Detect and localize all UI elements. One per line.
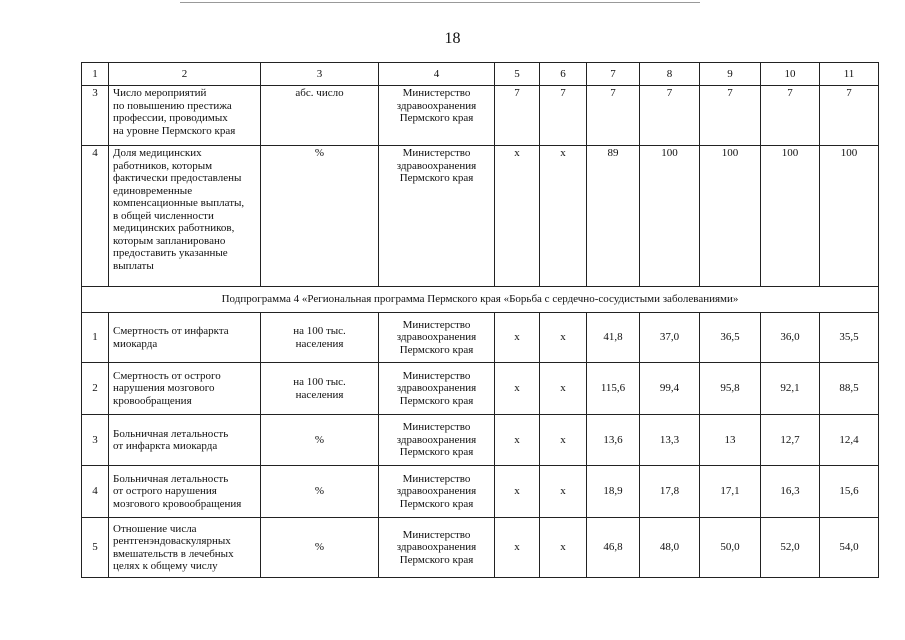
executor-line: здравоохранения <box>396 485 477 498</box>
row-number-cell: 4 <box>82 466 109 518</box>
value-cell-c9: 95,8 <box>700 363 761 415</box>
indicator-name-line: единовременные <box>113 184 193 197</box>
indicator-name-cell <box>109 415 261 466</box>
table-row <box>82 313 879 363</box>
unit-cell <box>261 415 379 466</box>
value-cell-c5: х <box>495 363 540 415</box>
executor-line: Министерство <box>402 147 471 159</box>
indicator-name-line: целях к общему числу <box>113 560 218 572</box>
executor-line: Министерство <box>402 369 471 382</box>
table-row <box>82 415 879 466</box>
indicator-name-line: по повышению престижа <box>113 99 232 112</box>
executor-line: Пермского края <box>399 497 474 510</box>
column-number-header: 11 <box>820 63 879 86</box>
unit-line: населения <box>295 337 344 350</box>
indicator-name-line: Больничная летальность <box>113 472 229 485</box>
value-cell-c11: 7 <box>820 86 879 146</box>
value-cell-c6: х <box>540 518 587 578</box>
value-cell-c7: 41,8 <box>587 313 640 363</box>
indicator-name-line: мозгового кровообращения <box>113 497 242 510</box>
unit-cell <box>261 466 379 518</box>
row-number-cell: 3 <box>82 415 109 466</box>
unit-line: % <box>314 433 325 446</box>
row-number-cell: 5 <box>82 518 109 578</box>
value-cell-c6: х <box>540 313 587 363</box>
value-cell-c5: х <box>495 415 540 466</box>
value-cell-c10: 16,3 <box>761 466 820 518</box>
executor-line: Пермского края <box>399 394 474 407</box>
table-row <box>82 518 879 578</box>
executor-cell <box>379 363 495 415</box>
column-number-header: 1 <box>82 63 109 86</box>
row-number-cell: 4 <box>82 146 109 287</box>
unit-line: % <box>314 541 325 554</box>
table-row <box>82 86 879 146</box>
subprogram-title: Подпрограмма 4 «Региональная программа Пермского края «Борьба с сердечно-сосудистыми заболеваниями» <box>82 287 879 313</box>
value-cell-c7: 18,9 <box>587 466 640 518</box>
value-cell-c9: 50,0 <box>700 518 761 578</box>
column-number-header: 8 <box>640 63 700 86</box>
value-cell-c10: 7 <box>761 86 820 146</box>
table-row <box>82 466 879 518</box>
unit-line: абс. число <box>295 87 344 99</box>
unit-line: населения <box>295 388 344 401</box>
indicator-name-line: Смертность от инфаркта <box>113 325 229 337</box>
indicator-name-line: которым запланировано <box>113 234 226 247</box>
row-number-cell: 2 <box>82 363 109 415</box>
indicator-name-line: профессии, проводимых <box>113 112 228 124</box>
executor-line: Пермского края <box>399 112 474 124</box>
executor-cell <box>379 518 495 578</box>
value-cell-c11: 54,0 <box>820 518 879 578</box>
value-cell-c9: 100 <box>700 146 761 287</box>
value-cell-c8: 48,0 <box>640 518 700 578</box>
value-cell-c9: 36,5 <box>700 313 761 363</box>
value-cell-c6: 7 <box>540 86 587 146</box>
unit-line: на 100 тыс. <box>293 376 346 388</box>
value-cell-c8: 17,8 <box>640 466 700 518</box>
executor-line: здравоохранения <box>396 99 477 112</box>
indicator-name-line: Больничная летальность <box>113 427 229 440</box>
executor-line: здравоохранения <box>396 433 477 446</box>
unit-cell <box>261 146 379 287</box>
value-cell-c11: 35,5 <box>820 313 879 363</box>
indicator-name-cell <box>109 86 261 146</box>
executor-line: Пермского края <box>399 553 474 566</box>
indicator-name-cell <box>109 466 261 518</box>
value-cell-c5: х <box>495 518 540 578</box>
executor-line: здравоохранения <box>396 159 477 172</box>
table-row <box>82 146 879 287</box>
value-cell-c5: х <box>495 313 540 363</box>
unit-line: % <box>314 485 325 498</box>
indicator-name-line: Число мероприятий <box>113 87 207 99</box>
value-cell-c7: 7 <box>587 86 640 146</box>
value-cell-c11: 12,4 <box>820 415 879 466</box>
indicator-name-line: от инфаркта миокарда <box>113 440 218 452</box>
executor-line: Пермского края <box>399 446 474 459</box>
indicator-name-line: фактически предоставлены <box>113 172 242 184</box>
indicator-name-line: выплаты <box>113 259 154 272</box>
indicator-name-line: миокарда <box>113 337 158 350</box>
indicator-name-line: Смертность от острого <box>113 369 221 382</box>
value-cell-c9: 17,1 <box>700 466 761 518</box>
executor-line: здравоохранения <box>396 541 477 554</box>
value-cell-c5: х <box>495 146 540 287</box>
value-cell-c7: 46,8 <box>587 518 640 578</box>
executor-line: Министерство <box>402 318 471 331</box>
unit-line: на 100 тыс. <box>293 325 346 337</box>
value-cell-c11: 100 <box>820 146 879 287</box>
indicator-name-cell <box>109 363 261 415</box>
indicator-name-line: от острого нарушения <box>113 485 217 498</box>
indicator-name-cell <box>109 518 261 578</box>
executor-cell <box>379 86 495 146</box>
value-cell-c6: х <box>540 466 587 518</box>
unit-line: % <box>314 147 325 159</box>
value-cell-c10: 92,1 <box>761 363 820 415</box>
column-number-header: 6 <box>540 63 587 86</box>
indicator-name-line: в общей численности <box>113 209 214 222</box>
indicator-name-line: предоставить указанные <box>113 247 228 259</box>
value-cell-c10: 12,7 <box>761 415 820 466</box>
indicator-name-line: кровообращения <box>113 394 192 407</box>
column-number-header: 5 <box>495 63 540 86</box>
indicator-name-line: медицинских работников, <box>113 222 235 234</box>
executor-line: Министерство <box>402 421 471 434</box>
indicator-name-line: Доля медицинских <box>113 147 202 159</box>
column-number-header: 3 <box>261 63 379 86</box>
unit-cell <box>261 518 379 578</box>
value-cell-c10: 52,0 <box>761 518 820 578</box>
indicator-name-line: нарушения мозгового <box>113 382 215 395</box>
executor-line: Министерство <box>402 87 471 99</box>
executor-line: здравоохранения <box>396 382 477 395</box>
value-cell-c9: 7 <box>700 86 761 146</box>
indicator-name-line: работников, которым <box>113 159 213 172</box>
indicator-name-line: рентгенэндоваскулярных <box>113 535 231 547</box>
column-number-header: 9 <box>700 63 761 86</box>
column-number-header: 10 <box>761 63 820 86</box>
value-cell-c6: х <box>540 363 587 415</box>
indicator-name-cell <box>109 313 261 363</box>
executor-cell <box>379 313 495 363</box>
column-number-header: 7 <box>587 63 640 86</box>
column-number-row <box>82 63 879 86</box>
value-cell-c11: 88,5 <box>820 363 879 415</box>
subprogram-header-row <box>82 287 879 313</box>
executor-line: Министерство <box>402 528 471 541</box>
executor-cell <box>379 466 495 518</box>
indicator-name-line: на уровне Пермского края <box>113 124 236 137</box>
executor-line: Пермского края <box>399 172 474 184</box>
unit-cell <box>261 363 379 415</box>
executor-line: Министерство <box>402 472 471 485</box>
indicator-name-line: вмешательств в лечебных <box>113 547 234 560</box>
value-cell-c11: 15,6 <box>820 466 879 518</box>
value-cell-c9: 13 <box>700 415 761 466</box>
unit-cell <box>261 313 379 363</box>
column-number-header: 4 <box>379 63 495 86</box>
value-cell-c8: 99,4 <box>640 363 700 415</box>
executor-line: здравоохранения <box>396 331 477 344</box>
executor-cell <box>379 415 495 466</box>
executor-line: Пермского края <box>399 343 474 356</box>
executor-cell <box>379 146 495 287</box>
value-cell-c8: 7 <box>640 86 700 146</box>
unit-cell <box>261 86 379 146</box>
value-cell-c10: 100 <box>761 146 820 287</box>
column-number-header: 2 <box>109 63 261 86</box>
value-cell-c8: 100 <box>640 146 700 287</box>
table-row <box>82 363 879 415</box>
indicator-name-cell <box>109 146 261 287</box>
row-number-cell: 3 <box>82 86 109 146</box>
indicators-table <box>81 62 879 578</box>
scan-top-edge-line <box>180 2 700 3</box>
value-cell-c10: 36,0 <box>761 313 820 363</box>
value-cell-c6: х <box>540 146 587 287</box>
value-cell-c6: х <box>540 415 587 466</box>
value-cell-c7: 13,6 <box>587 415 640 466</box>
value-cell-c5: х <box>495 466 540 518</box>
value-cell-c7: 115,6 <box>587 363 640 415</box>
page-number: 18 <box>444 30 461 47</box>
value-cell-c8: 37,0 <box>640 313 700 363</box>
indicator-name-line: компенсационные выплаты, <box>113 197 245 209</box>
indicator-name-line: Отношение числа <box>113 522 197 535</box>
value-cell-c7: 89 <box>587 146 640 287</box>
value-cell-c5: 7 <box>495 86 540 146</box>
value-cell-c8: 13,3 <box>640 415 700 466</box>
row-number-cell: 1 <box>82 313 109 363</box>
